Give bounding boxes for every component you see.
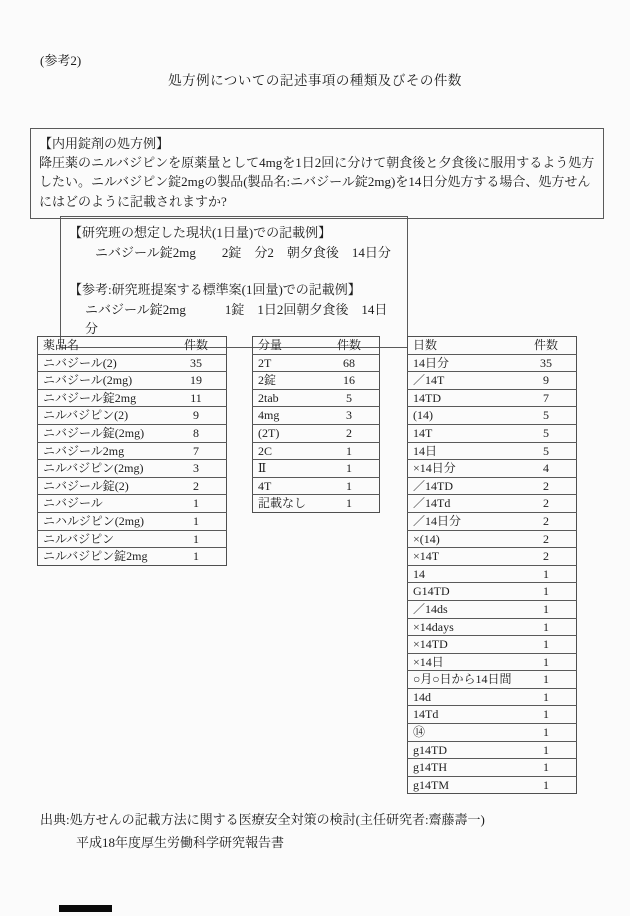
table-row [253, 477, 380, 495]
item-count: 1 [516, 653, 577, 671]
item-count: 11 [166, 389, 227, 407]
table-row [38, 512, 227, 530]
spacer [69, 262, 399, 280]
item-count: 5 [516, 442, 577, 460]
item-label: g14TM [413, 777, 449, 792]
proposed-notation-example: ニバジール錠2mg 1錠 1日2回朝夕食後 14日分 [85, 301, 388, 336]
column-header: 件数 [516, 337, 577, 355]
table-row [253, 354, 380, 372]
notation-examples-box [60, 216, 408, 348]
reference-label: (参考2) [40, 53, 82, 68]
table-row [408, 600, 577, 618]
item-label: 14日 [408, 442, 517, 460]
table-row [408, 495, 577, 513]
source-line-1: 出典:処方せんの記載方法に関する医療安全対策の検討(主任研究者:齋藤壽一) [40, 812, 485, 827]
item-label: (14) [408, 407, 517, 425]
item-count: 3 [166, 460, 227, 478]
table-row [253, 407, 380, 425]
table-row [408, 671, 577, 689]
table-row [408, 618, 577, 636]
table-row [408, 407, 577, 425]
table-row [253, 424, 380, 442]
item-label: ニバジール [38, 495, 167, 513]
item-count: 1 [516, 759, 577, 777]
item-count: 68 [319, 354, 380, 372]
item-count: 1 [543, 777, 549, 792]
prescription-example-box [30, 128, 604, 219]
table-row [408, 565, 577, 583]
scan-artifact-bar [59, 905, 112, 912]
item-label: ×14日分 [408, 460, 517, 478]
table-row [408, 354, 577, 372]
item-label: 4mg [253, 407, 320, 425]
item-count: 1 [516, 583, 577, 601]
current-notation-example: ニバジール錠2mg 2錠 分2 朝夕食後 14日分 [95, 244, 391, 260]
table-row [38, 389, 227, 407]
table-row [38, 442, 227, 460]
item-count: 4 [516, 460, 577, 478]
item-label: ニバジール錠2mg [38, 389, 167, 407]
item-label: ○月○日から14日間 [408, 671, 517, 689]
item-label: ／14日分 [408, 512, 517, 530]
item-label: 14T [408, 424, 517, 442]
source-line-2: 平成18年度厚生労働科学研究報告書 [76, 835, 285, 850]
item-count: 1 [516, 636, 577, 654]
table-row [408, 424, 577, 442]
table-row [38, 354, 227, 372]
item-count: 9 [166, 407, 227, 425]
table-row [408, 636, 577, 654]
table-row [408, 741, 577, 759]
table-row [408, 776, 577, 794]
item-label: 2T [253, 354, 320, 372]
item-count: 1 [516, 741, 577, 759]
item-label: ニルバジピン [38, 530, 167, 548]
item-label: g14TD [408, 741, 517, 759]
item-count: 1 [166, 495, 227, 513]
table-row [408, 460, 577, 478]
table-row [38, 407, 227, 425]
example-box-heading: 【内用錠剤の処方例】 [39, 136, 170, 151]
item-count: 1 [516, 706, 577, 724]
table-row [253, 442, 380, 460]
table-row [408, 653, 577, 671]
item-label: ×14T [408, 548, 517, 566]
item-label: G14TD [408, 583, 517, 601]
item-label: 14d [408, 688, 517, 706]
table-row [408, 706, 577, 724]
days-count-table [407, 336, 577, 794]
table-row [408, 442, 577, 460]
item-count: 1 [319, 460, 380, 478]
item-count: 19 [166, 372, 227, 390]
item-count: 2 [516, 477, 577, 495]
item-count: 1 [193, 549, 199, 564]
table-row [408, 530, 577, 548]
table-row [38, 495, 227, 513]
item-label: ニルバジピン(2mg) [38, 460, 167, 478]
item-label: ／14T [408, 372, 517, 390]
item-label: (2T) [253, 424, 320, 442]
table-header-row [253, 337, 380, 355]
item-count: 2 [516, 548, 577, 566]
item-count: 1 [346, 496, 352, 511]
table-row [253, 372, 380, 390]
item-count: 1 [516, 688, 577, 706]
column-header: 日数 [408, 337, 517, 355]
item-label: ニハルジピン(2mg) [38, 512, 167, 530]
item-count: 16 [319, 372, 380, 390]
item-count: 1 [516, 600, 577, 618]
item-label: 2tab [253, 389, 320, 407]
table-row [408, 759, 577, 777]
table-row [408, 583, 577, 601]
item-label: ／14Td [408, 495, 517, 513]
column-header: 薬品名 [38, 337, 167, 355]
item-label: ニバジール(2) [38, 354, 167, 372]
item-label: 14Td [408, 706, 517, 724]
item-label: ×14TD [408, 636, 517, 654]
item-count: 5 [319, 389, 380, 407]
current-notation-heading: 【研究班の想定した現状(1日量)での記載例】 [69, 225, 332, 240]
item-label: g14TH [408, 759, 517, 777]
item-count: 1 [319, 477, 380, 495]
table-row [408, 548, 577, 566]
item-label: ×14日 [408, 653, 517, 671]
table-row [408, 389, 577, 407]
item-count: 2 [166, 477, 227, 495]
item-count: 2 [516, 495, 577, 513]
item-count: 1 [166, 530, 227, 548]
item-label: 14 [408, 565, 517, 583]
column-header: 件数 [319, 337, 380, 355]
item-label: ×14days [408, 618, 517, 636]
example-box-body: 降圧薬のニルバジピンを原薬量として4mgを1日2回に分けて朝食後と夕食後に服用するよう処方したい。ニルバジピン錠2mgの製品(製品名:ニバジール錠2mg)を14日分処方する場合、処方せんにはどのように記載されますか? [39, 155, 595, 209]
item-label: ニルバジピン錠2mg [43, 549, 148, 564]
item-label: ／14ds [408, 600, 517, 618]
table-row [38, 460, 227, 478]
item-count: 1 [166, 512, 227, 530]
item-label: 記載なし [258, 496, 307, 511]
quantity-count-table [252, 336, 380, 513]
item-label: 2錠 [253, 372, 320, 390]
drug-name-count-table [37, 336, 227, 566]
table-row [408, 512, 577, 530]
item-count: 9 [516, 372, 577, 390]
item-count: 1 [516, 565, 577, 583]
item-label: 2C [253, 442, 320, 460]
item-count: 5 [516, 424, 577, 442]
proposed-notation-heading: 【参考:研究班提案する標準案(1回量)での記載例】 [69, 282, 361, 297]
item-label: ×(14) [408, 530, 517, 548]
item-count: 8 [166, 424, 227, 442]
table-row [253, 389, 380, 407]
item-label: 14日分 [408, 354, 517, 372]
table-row [408, 372, 577, 390]
table-row [408, 688, 577, 706]
item-label: ⑭ [408, 724, 517, 742]
item-label: ニバジール(2mg) [38, 372, 167, 390]
item-label: 14TD [408, 389, 517, 407]
item-label: ニバジール錠(2) [38, 477, 167, 495]
table-row [408, 477, 577, 495]
item-label: ／14TD [408, 477, 517, 495]
item-label: ニルバジピン(2) [38, 407, 167, 425]
table-header-row [38, 337, 227, 355]
table-row [38, 530, 227, 548]
column-header: 件数 [166, 337, 227, 355]
item-count: 1 [516, 618, 577, 636]
item-count: 1 [516, 724, 577, 742]
item-count: 35 [166, 354, 227, 372]
item-label: ニバジール錠(2mg) [38, 424, 167, 442]
item-label: Ⅱ [253, 460, 320, 478]
table-row [38, 424, 227, 442]
table-row [38, 477, 227, 495]
table-row [253, 495, 380, 513]
item-count: 2 [516, 530, 577, 548]
table-row [38, 548, 227, 566]
table-row [38, 372, 227, 390]
table-row [408, 724, 577, 742]
table-row [253, 460, 380, 478]
item-count: 2 [319, 424, 380, 442]
item-count: 1 [319, 442, 380, 460]
item-count: 1 [516, 671, 577, 689]
page-title: 処方例についての記述事項の種類及びその件数 [168, 73, 462, 88]
item-count: 35 [516, 354, 577, 372]
item-count: 7 [166, 442, 227, 460]
source-citation [40, 808, 485, 854]
item-count: 3 [319, 407, 380, 425]
item-count: 7 [516, 389, 577, 407]
table-header-row [408, 337, 577, 355]
item-label: 4T [253, 477, 320, 495]
item-count: 5 [516, 407, 577, 425]
column-header: 分量 [253, 337, 320, 355]
item-label: ニバジール2mg [38, 442, 167, 460]
item-count: 2 [516, 512, 577, 530]
